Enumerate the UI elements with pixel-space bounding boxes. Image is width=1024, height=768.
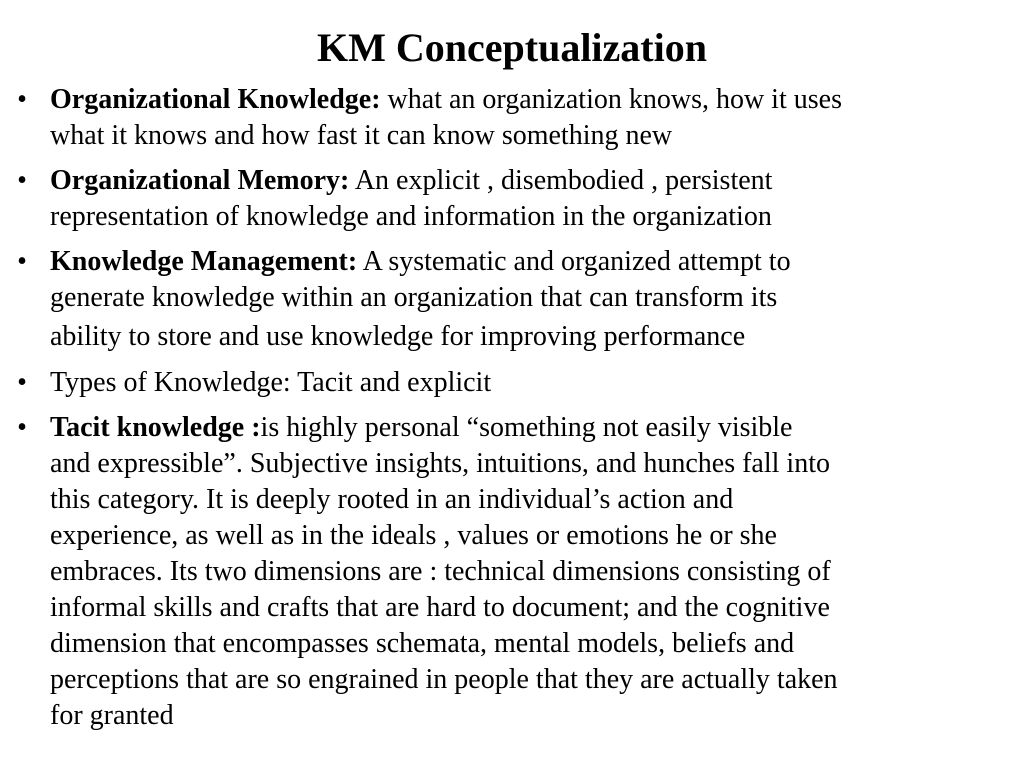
bullet-line: experience, as well as in the ideals , values or emotions he or she: [50, 520, 777, 551]
bullet-line: [50, 82, 1016, 118]
bullet-tacit-knowledge: [0, 410, 1024, 734]
bullet-organizational-knowledge: [0, 82, 1024, 154]
bullet-line: [50, 244, 1016, 280]
bullet-line: [50, 163, 1016, 199]
bullet-types-of-knowledge: [0, 365, 1024, 401]
bullet-term: Organizational Memory:: [50, 165, 350, 196]
bullet-icon: •: [17, 165, 27, 196]
bullet-line: and expressible”. Subjective insights, intuitions, and hunches fall into: [50, 448, 830, 479]
bullet-line: perceptions that are so engrained in people that they are actually taken: [50, 664, 838, 695]
bullet-line: what it knows and how fast it can know something new: [50, 120, 673, 151]
bullet-line: representation of knowledge and information in the organization: [50, 201, 772, 232]
bullet-term: Knowledge Management:: [50, 246, 358, 277]
bullet-icon: •: [17, 412, 27, 443]
bullet-text: is highly personal “something not easily visible: [260, 412, 793, 443]
bullet-organizational-memory: [0, 163, 1024, 235]
bullet-line: informal skills and crafts that are hard to document; and the cognitive: [50, 592, 830, 623]
bullet-line: [50, 410, 1016, 446]
bullet-line: dimension that encompasses schemata, mental models, beliefs and: [50, 628, 795, 659]
bullet-term: Organizational Knowledge:: [50, 84, 381, 115]
bullet-line: generate knowledge within an organization that can transform its: [50, 282, 778, 313]
slide-title: KM Conceptualization: [317, 25, 707, 70]
bullet-icon: •: [17, 367, 27, 398]
bullet-list: [0, 82, 1024, 743]
bullet-line: this category. It is deeply rooted in an individual’s action and: [50, 484, 734, 515]
bullet-knowledge-management: [0, 244, 1024, 358]
bullet-text: what an organization knows, how it uses: [380, 84, 842, 115]
bullet-text: An explicit , disembodied , persistent: [349, 165, 773, 196]
bullet-icon: •: [17, 246, 27, 277]
bullet-line: ability to store and use knowledge for improving performance: [50, 321, 746, 352]
bullet-line: embraces. Its two dimensions are : technical dimensions consisting of: [50, 556, 831, 587]
bullet-term: Tacit knowledge :: [50, 412, 261, 443]
bullet-line: Types of Knowledge: Tacit and explicit: [50, 367, 492, 398]
bullet-icon: •: [17, 84, 27, 115]
bullet-text: A systematic and organized attempt to: [357, 246, 791, 277]
bullet-line: for granted: [50, 700, 174, 731]
